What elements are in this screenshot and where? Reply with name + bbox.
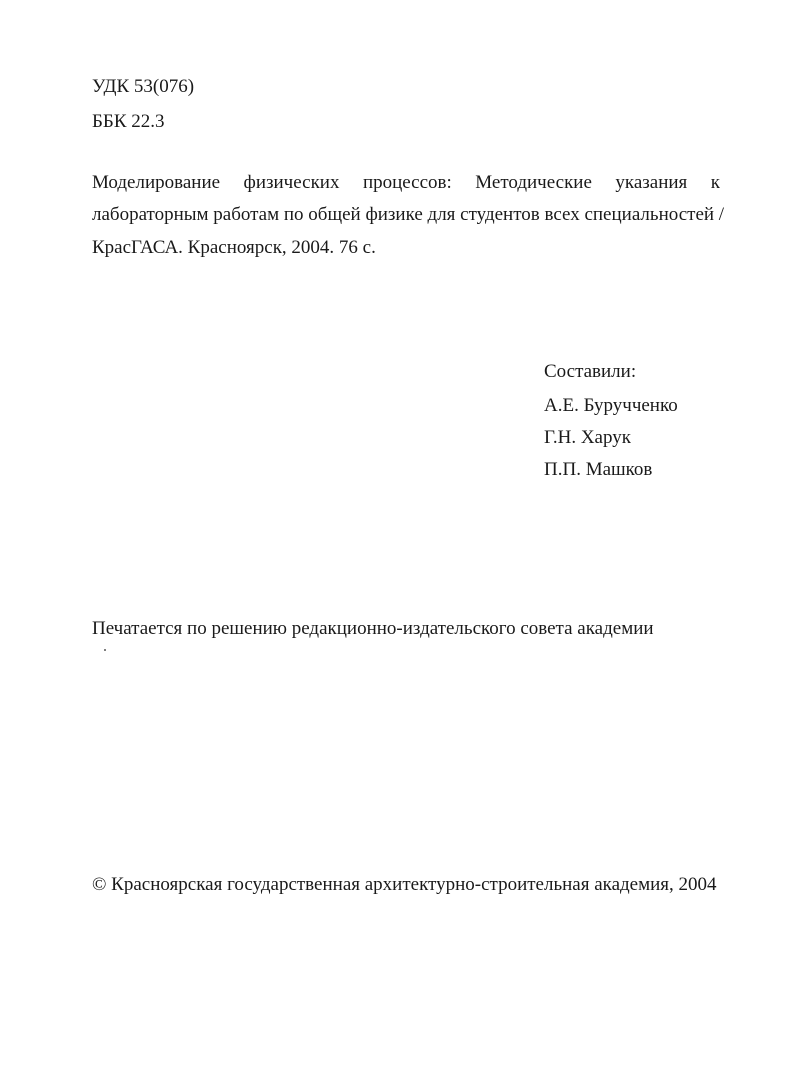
publication-approval: Печатается по решению редакционно-издательского совета академии: [92, 618, 654, 639]
copyright-notice: © Красноярская государственная архитектурно-строительная академия, 2004: [92, 874, 717, 895]
abstract-line-2: лабораторным работам по общей физике для студентов всех специальностей /: [92, 204, 725, 225]
udk-code: УДК 53(076): [92, 76, 195, 97]
authors-heading: Составили:: [544, 361, 637, 382]
abstract-word: Методические: [475, 172, 592, 193]
abstract-word: физических: [243, 172, 340, 193]
author-name: П.П. Машков: [544, 459, 653, 480]
abstract-word: указания: [615, 172, 688, 193]
abstract-word: процессов:: [362, 172, 452, 193]
abstract-word: Моделирование: [92, 172, 221, 193]
bbk-code: ББК 22.3: [92, 111, 165, 132]
author-name: Г.Н. Харук: [544, 427, 631, 448]
author-name: А.Е. Буручченко: [544, 395, 678, 416]
abstract-line-1: [92, 172, 720, 195]
abstract-word: к: [710, 172, 720, 193]
abstract-line-3: КрасГАСА. Красноярск, 2004. 76 с.: [92, 237, 376, 258]
scan-speck: [104, 649, 106, 651]
